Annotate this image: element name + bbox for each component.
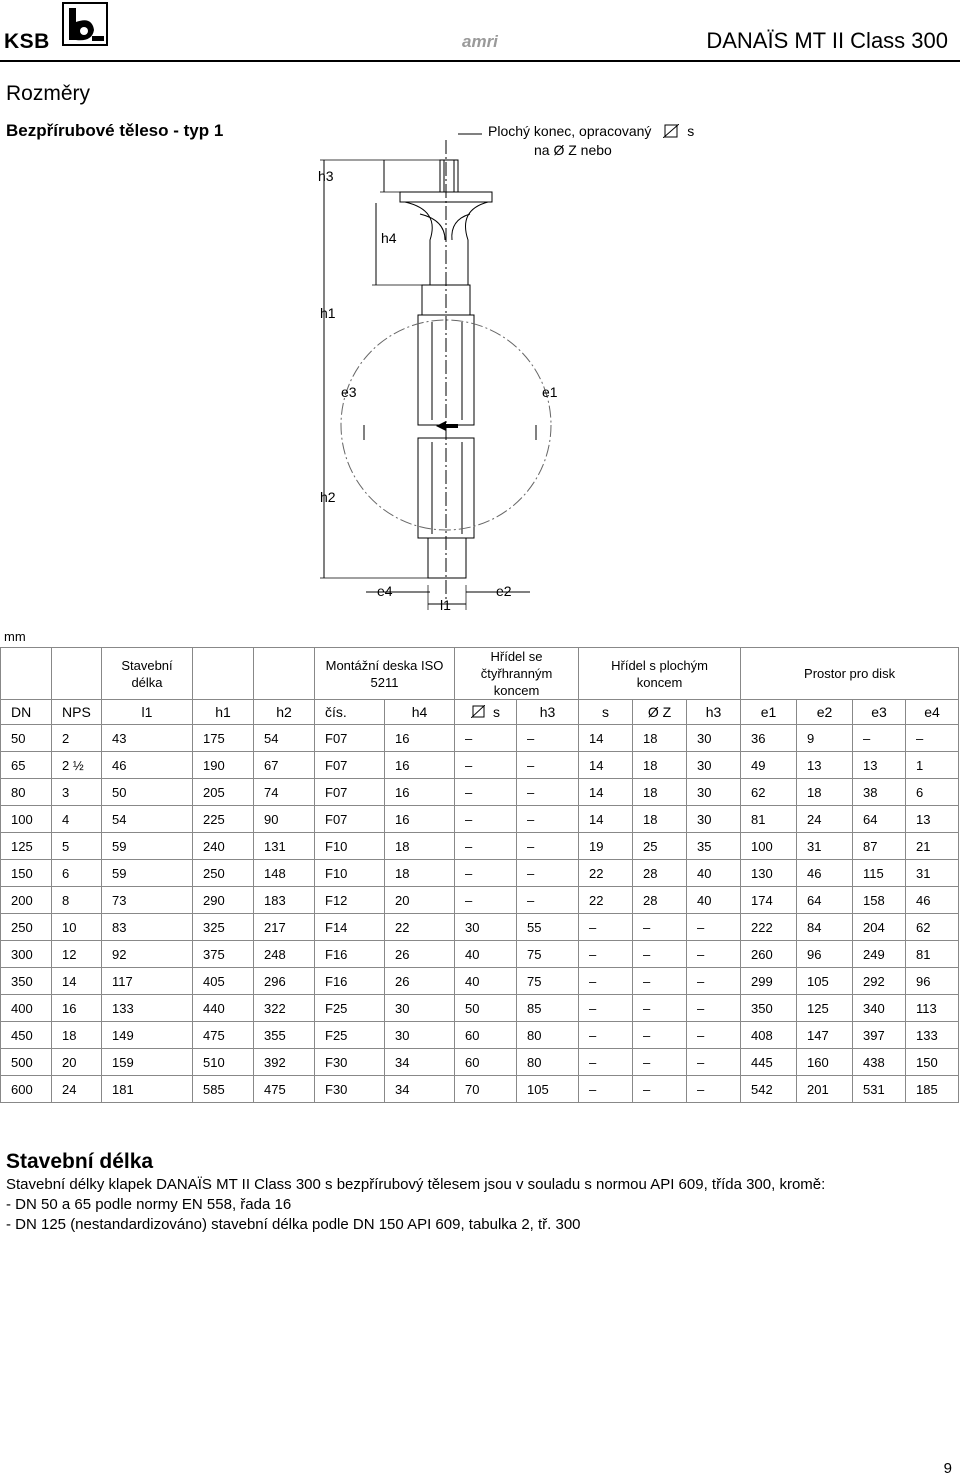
- table-cell: –: [687, 1076, 741, 1103]
- table-cell: –: [517, 806, 579, 833]
- table-cell: –: [633, 1076, 687, 1103]
- label-l1: l1: [440, 597, 451, 613]
- table-cell: 18: [633, 806, 687, 833]
- col-header: DN: [1, 700, 52, 725]
- group-empty: [52, 648, 102, 700]
- table-cell: 80: [517, 1022, 579, 1049]
- table-cell: 34: [385, 1076, 455, 1103]
- table-cell: 30: [385, 995, 455, 1022]
- table-cell: 350: [1, 968, 52, 995]
- table-cell: –: [687, 968, 741, 995]
- table-row: [1, 860, 959, 887]
- table-cell: –: [579, 1076, 633, 1103]
- table-cell: 20: [52, 1049, 102, 1076]
- table-cell: –: [517, 725, 579, 752]
- table-cell: 300: [1, 941, 52, 968]
- table-cell: 50: [102, 779, 193, 806]
- table-cell: 225: [193, 806, 254, 833]
- table-cell: 30: [687, 725, 741, 752]
- table-cell: 105: [797, 968, 853, 995]
- table-cell: 75: [517, 941, 579, 968]
- table-cell: 28: [633, 860, 687, 887]
- table-cell: 2 ½: [52, 752, 102, 779]
- table-cell: F25: [315, 995, 385, 1022]
- table-cell: 160: [797, 1049, 853, 1076]
- square-symbol-icon: [663, 124, 679, 138]
- table-row: [1, 1022, 959, 1049]
- table-row: [1, 995, 959, 1022]
- table-cell: 438: [853, 1049, 906, 1076]
- table-cell: –: [633, 914, 687, 941]
- table-cell: 204: [853, 914, 906, 941]
- table-row: [1, 914, 959, 941]
- table-cell: –: [455, 860, 517, 887]
- table-cell: 40: [455, 968, 517, 995]
- table-cell: 60: [455, 1022, 517, 1049]
- table-cell: –: [633, 1049, 687, 1076]
- table-cell: 31: [797, 833, 853, 860]
- label-h1: h1: [320, 305, 336, 321]
- table-cell: 22: [579, 887, 633, 914]
- table-cell: 133: [906, 1022, 959, 1049]
- table-cell: 64: [853, 806, 906, 833]
- header-divider: [0, 60, 960, 62]
- table-cell: 67: [254, 752, 315, 779]
- table-cell: –: [579, 914, 633, 941]
- table-cell: 5: [52, 833, 102, 860]
- table-cell: 13: [906, 806, 959, 833]
- table-cell: 174: [741, 887, 797, 914]
- table-cell: –: [517, 860, 579, 887]
- group-empty: [254, 648, 315, 700]
- table-cell: F07: [315, 752, 385, 779]
- table-cell: 150: [906, 1049, 959, 1076]
- table-cell: 260: [741, 941, 797, 968]
- table-cell: 35: [687, 833, 741, 860]
- stavebni-delka-line2: - DN 50 a 65 podle normy EN 558, řada 16: [6, 1196, 292, 1213]
- table-cell: 440: [193, 995, 254, 1022]
- col-header: h3: [517, 700, 579, 725]
- table-cell: 158: [853, 887, 906, 914]
- table-cell: 3: [52, 779, 102, 806]
- table-cell: 13: [853, 752, 906, 779]
- table-cell: 84: [797, 914, 853, 941]
- table-cell: 60: [455, 1049, 517, 1076]
- table-row: [1, 725, 959, 752]
- table-cell: 30: [385, 1022, 455, 1049]
- table-cell: 250: [193, 860, 254, 887]
- table-cell: 14: [579, 806, 633, 833]
- table-cell: 46: [102, 752, 193, 779]
- table-cell: 59: [102, 860, 193, 887]
- table-cell: 18: [385, 833, 455, 860]
- table-cell: –: [853, 725, 906, 752]
- table-cell: 542: [741, 1076, 797, 1103]
- table-cell: 8: [52, 887, 102, 914]
- table-row: [1, 806, 959, 833]
- col-header: l1: [102, 700, 193, 725]
- page-number: 9: [943, 1460, 952, 1477]
- table-cell: 92: [102, 941, 193, 968]
- col-header: e1: [741, 700, 797, 725]
- table-cell: 21: [906, 833, 959, 860]
- table-cell: 16: [385, 752, 455, 779]
- table-cell: –: [687, 995, 741, 1022]
- table-cell: 28: [633, 887, 687, 914]
- table-cell: 190: [193, 752, 254, 779]
- table-cell: 183: [254, 887, 315, 914]
- table-cell: 49: [741, 752, 797, 779]
- table-cell: F25: [315, 1022, 385, 1049]
- table-cell: 325: [193, 914, 254, 941]
- table-cell: 100: [741, 833, 797, 860]
- table-cell: 46: [797, 860, 853, 887]
- table-cell: 350: [741, 995, 797, 1022]
- table-cell: 13: [797, 752, 853, 779]
- table-cell: 40: [687, 860, 741, 887]
- col-header: s: [493, 704, 501, 720]
- table-cell: 299: [741, 968, 797, 995]
- table-cell: 75: [517, 968, 579, 995]
- table-cell: –: [517, 752, 579, 779]
- table-cell: 500: [1, 1049, 52, 1076]
- table-cell: 73: [102, 887, 193, 914]
- col-header: e2: [797, 700, 853, 725]
- table-cell: 249: [853, 941, 906, 968]
- table-cell: F30: [315, 1049, 385, 1076]
- col-header: čís.: [315, 700, 385, 725]
- table-cell: 31: [906, 860, 959, 887]
- table-cell: 340: [853, 995, 906, 1022]
- table-cell: 46: [906, 887, 959, 914]
- table-cell: 405: [193, 968, 254, 995]
- table-cell: 96: [797, 941, 853, 968]
- table-cell: 113: [906, 995, 959, 1022]
- note-s: s: [687, 123, 695, 139]
- group-hridel4: Hřídel se čtyřhranným koncem: [455, 648, 579, 700]
- table-cell: 397: [853, 1022, 906, 1049]
- table-cell: 159: [102, 1049, 193, 1076]
- table-cell: 400: [1, 995, 52, 1022]
- table-cell: 26: [385, 968, 455, 995]
- table-cell: 81: [741, 806, 797, 833]
- table-cell: 36: [741, 725, 797, 752]
- table-cell: F07: [315, 779, 385, 806]
- table-cell: 240: [193, 833, 254, 860]
- table-cell: –: [455, 887, 517, 914]
- table-row: [1, 779, 959, 806]
- table-cell: 40: [687, 887, 741, 914]
- col-header: s: [579, 700, 633, 725]
- table-cell: 100: [1, 806, 52, 833]
- table-cell: –: [579, 941, 633, 968]
- table-cell: 24: [797, 806, 853, 833]
- table-cell: 149: [102, 1022, 193, 1049]
- table-row: [1, 752, 959, 779]
- table-cell: 131: [254, 833, 315, 860]
- table-cell: 125: [1, 833, 52, 860]
- stavebni-delka-line3: - DN 125 (nestandardizováno) stavební délka podle DN 150 API 609, tabulka 2, tř. 300: [6, 1216, 581, 1233]
- table-cell: 510: [193, 1049, 254, 1076]
- table-cell: 83: [102, 914, 193, 941]
- table-cell: –: [906, 725, 959, 752]
- table-cell: 30: [455, 914, 517, 941]
- table-cell: 292: [853, 968, 906, 995]
- table-cell: 62: [906, 914, 959, 941]
- group-stavebni: Stavební délka: [102, 648, 193, 700]
- table-cell: 150: [1, 860, 52, 887]
- table-cell: 54: [102, 806, 193, 833]
- table-cell: 25: [633, 833, 687, 860]
- col-header: e4: [906, 700, 959, 725]
- table-cell: 38: [853, 779, 906, 806]
- table-cell: 222: [741, 914, 797, 941]
- table-cell: F10: [315, 833, 385, 860]
- table-cell: 600: [1, 1076, 52, 1103]
- table-cell: –: [579, 1022, 633, 1049]
- table-cell: 217: [254, 914, 315, 941]
- table-cell: 96: [906, 968, 959, 995]
- table-cell: 18: [633, 725, 687, 752]
- col-header: h4: [385, 700, 455, 725]
- table-cell: 85: [517, 995, 579, 1022]
- table-cell: 55: [517, 914, 579, 941]
- table-cell: 54: [254, 725, 315, 752]
- table-cell: 1: [906, 752, 959, 779]
- table-cell: 133: [102, 995, 193, 1022]
- col-header: h2: [254, 700, 315, 725]
- label-h3: h3: [318, 168, 334, 184]
- table-cell: –: [633, 968, 687, 995]
- col-header: h1: [193, 700, 254, 725]
- table-cell: 40: [455, 941, 517, 968]
- table-cell: F14: [315, 914, 385, 941]
- table-cell: 125: [797, 995, 853, 1022]
- table-cell: 450: [1, 1022, 52, 1049]
- table-cell: 200: [1, 887, 52, 914]
- table-cell: 50: [1, 725, 52, 752]
- table-cell: 34: [385, 1049, 455, 1076]
- table-cell: F10: [315, 860, 385, 887]
- table-cell: 4: [52, 806, 102, 833]
- table-cell: 87: [853, 833, 906, 860]
- table-cell: F16: [315, 941, 385, 968]
- table-cell: 322: [254, 995, 315, 1022]
- table-cell: –: [579, 1049, 633, 1076]
- table-cell: 12: [52, 941, 102, 968]
- table-cell: –: [633, 1022, 687, 1049]
- table-cell: 250: [1, 914, 52, 941]
- table-cell: F16: [315, 968, 385, 995]
- col-header-s-square: [455, 700, 517, 725]
- col-header: e3: [853, 700, 906, 725]
- label-e3: e3: [341, 384, 357, 400]
- table-cell: –: [455, 779, 517, 806]
- stavebni-delka-line1: Stavební délky klapek DANAÏS MT II Class 300 s bezpřírubový tělesem jsou v souladu s normou API 609, třída 300, kromě:: [6, 1176, 826, 1193]
- table-cell: 81: [906, 941, 959, 968]
- label-e2: e2: [496, 583, 512, 599]
- table-row: [1, 941, 959, 968]
- col-header: NPS: [52, 700, 102, 725]
- table-cell: 18: [385, 860, 455, 887]
- table-row: [1, 968, 959, 995]
- section-title: Rozměry: [6, 82, 91, 105]
- table-cell: 20: [385, 887, 455, 914]
- label-h2: h2: [320, 489, 336, 505]
- table-cell: 50: [455, 995, 517, 1022]
- table-cell: –: [633, 941, 687, 968]
- table-cell: 18: [633, 779, 687, 806]
- table-cell: 18: [52, 1022, 102, 1049]
- table-cell: –: [455, 833, 517, 860]
- table-cell: 30: [687, 779, 741, 806]
- table-cell: 9: [797, 725, 853, 752]
- table-cell: 19: [579, 833, 633, 860]
- table-cell: –: [687, 1022, 741, 1049]
- amri-logo: amri: [462, 32, 498, 51]
- table-cell: 59: [102, 833, 193, 860]
- group-prostor: Prostor pro disk: [741, 648, 959, 700]
- table-cell: 10: [52, 914, 102, 941]
- table-cell: 201: [797, 1076, 853, 1103]
- table-cell: 392: [254, 1049, 315, 1076]
- table-cell: 2: [52, 725, 102, 752]
- table-cell: 80: [1, 779, 52, 806]
- table-cell: 531: [853, 1076, 906, 1103]
- table-cell: 181: [102, 1076, 193, 1103]
- table-cell: –: [687, 941, 741, 968]
- table-cell: F07: [315, 725, 385, 752]
- table-cell: 22: [579, 860, 633, 887]
- group-hridelp: Hřídel s plochým koncem: [579, 648, 741, 700]
- table-cell: –: [455, 725, 517, 752]
- table-cell: 16: [52, 995, 102, 1022]
- table-cell: 6: [52, 860, 102, 887]
- table-cell: 16: [385, 806, 455, 833]
- table-cell: 18: [797, 779, 853, 806]
- table-cell: 296: [254, 968, 315, 995]
- table-row: [1, 887, 959, 914]
- table-cell: 62: [741, 779, 797, 806]
- table-cell: –: [517, 833, 579, 860]
- table-cell: 355: [254, 1022, 315, 1049]
- table-cell: 16: [385, 779, 455, 806]
- label-e4: e4: [377, 583, 393, 599]
- table-cell: 70: [455, 1076, 517, 1103]
- table-cell: 30: [687, 806, 741, 833]
- table-cell: –: [579, 968, 633, 995]
- ksb-logo-text: KSB: [4, 30, 50, 53]
- table-cell: 117: [102, 968, 193, 995]
- table-cell: 14: [52, 968, 102, 995]
- table-cell: F12: [315, 887, 385, 914]
- table-cell: 185: [906, 1076, 959, 1103]
- table-row: [1, 1049, 959, 1076]
- table-cell: 147: [797, 1022, 853, 1049]
- table-cell: –: [517, 887, 579, 914]
- table-cell: 14: [579, 779, 633, 806]
- table-cell: 18: [633, 752, 687, 779]
- table-row: [1, 1076, 959, 1103]
- table-cell: 24: [52, 1076, 102, 1103]
- table-cell: 80: [517, 1049, 579, 1076]
- group-empty: [1, 648, 52, 700]
- group-empty: [193, 648, 254, 700]
- table-cell: 74: [254, 779, 315, 806]
- stavebni-delka-title: Stavební délka: [6, 1150, 154, 1173]
- table-cell: 14: [579, 725, 633, 752]
- table-cell: –: [517, 779, 579, 806]
- table-row: [1, 833, 959, 860]
- dimensions-table: [0, 647, 959, 1103]
- valve-drawing: [300, 120, 560, 610]
- square-symbol-icon: [471, 705, 485, 718]
- label-h4: h4: [381, 230, 397, 246]
- col-header: h3: [687, 700, 741, 725]
- table-cell: 30: [687, 752, 741, 779]
- drawing-note-line2: na Ø Z nebo: [534, 142, 612, 158]
- label-e1: e1: [542, 384, 558, 400]
- table-cell: –: [579, 995, 633, 1022]
- table-cell: 585: [193, 1076, 254, 1103]
- table-cell: 26: [385, 941, 455, 968]
- table-cell: 408: [741, 1022, 797, 1049]
- table-cell: 22: [385, 914, 455, 941]
- table-cell: 475: [254, 1076, 315, 1103]
- table-cell: 6: [906, 779, 959, 806]
- table-cell: –: [455, 806, 517, 833]
- subtitle: Bezpřírubové těleso - typ 1: [6, 121, 224, 140]
- table-cell: 148: [254, 860, 315, 887]
- table-body: [1, 725, 959, 1103]
- table-cell: 205: [193, 779, 254, 806]
- table-cell: 475: [193, 1022, 254, 1049]
- table-cell: 248: [254, 941, 315, 968]
- table-cell: 64: [797, 887, 853, 914]
- table-cell: 14: [579, 752, 633, 779]
- table-cell: –: [633, 995, 687, 1022]
- table-cell: 130: [741, 860, 797, 887]
- table-cell: 16: [385, 725, 455, 752]
- ksb-b-logo-icon: [62, 2, 110, 48]
- table-cell: 43: [102, 725, 193, 752]
- table-cell: F30: [315, 1076, 385, 1103]
- table-cell: 90: [254, 806, 315, 833]
- table-cell: F07: [315, 806, 385, 833]
- table-cell: –: [687, 1049, 741, 1076]
- product-title: DANAÏS MT II Class 300: [706, 28, 948, 53]
- table-cell: –: [455, 752, 517, 779]
- table-cell: 175: [193, 725, 254, 752]
- group-montazni: Montážní deska ISO 5211: [315, 648, 455, 700]
- table-cell: 445: [741, 1049, 797, 1076]
- table-cell: –: [687, 914, 741, 941]
- table-cell: 115: [853, 860, 906, 887]
- note-text: Plochý konec, opracovaný: [488, 123, 652, 139]
- table-cell: 105: [517, 1076, 579, 1103]
- table-cell: 375: [193, 941, 254, 968]
- table-cell: 290: [193, 887, 254, 914]
- table-cell: 65: [1, 752, 52, 779]
- col-header: Ø Z: [633, 700, 687, 725]
- unit-label: mm: [4, 629, 26, 644]
